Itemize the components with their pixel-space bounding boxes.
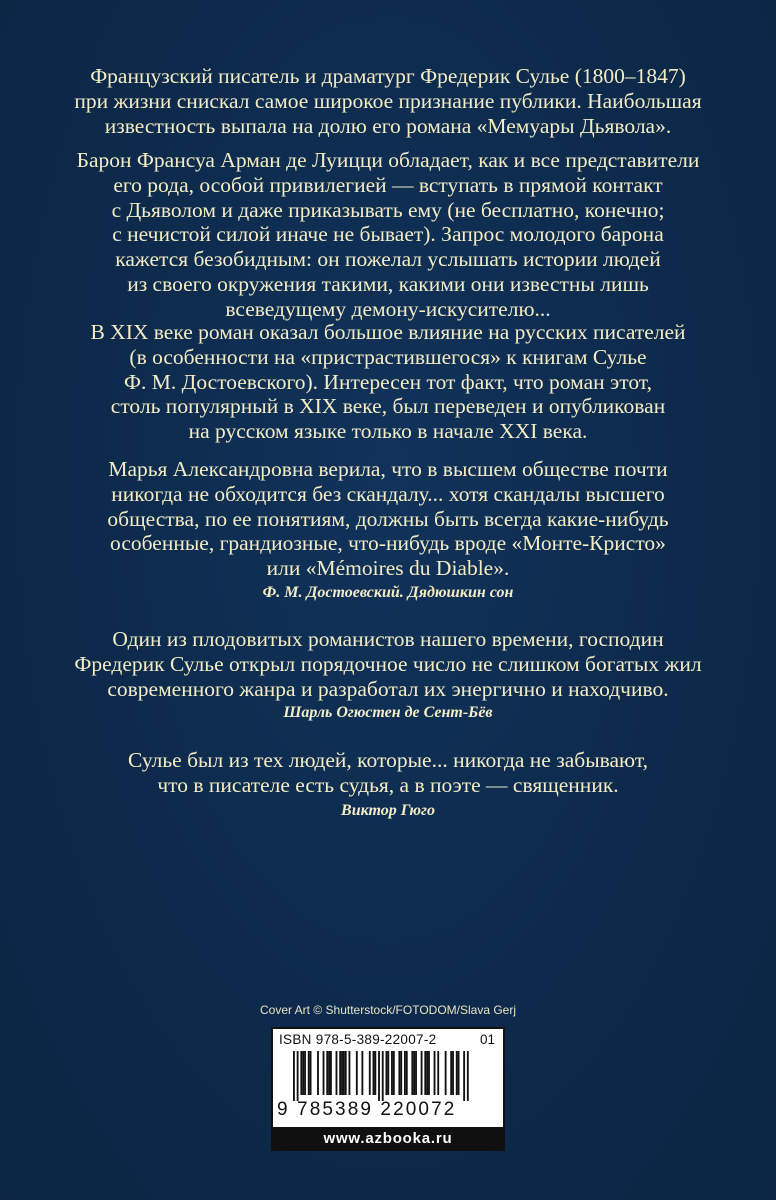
barcode-bar: [467, 1051, 469, 1101]
synopsis-paragraph-2: [60, 148, 716, 322]
quote-sainte-beuve: [60, 627, 716, 701]
synopsis-line: при жизни снискал самое широкое признание публики. Наибольшая: [74, 88, 702, 113]
synopsis-line: Французский писатель и драматург Фредерик Сулье (1800–1847): [90, 64, 686, 88]
barcode-bar: [404, 1051, 406, 1095]
barcode-bar: [293, 1051, 295, 1101]
barcode-bar: [304, 1051, 306, 1095]
barcode-bar: [393, 1051, 395, 1095]
barcode-bar: [300, 1051, 302, 1095]
barcode-bar: [421, 1051, 423, 1095]
barcode-bar: [426, 1051, 428, 1095]
barcode-bar: [450, 1051, 452, 1095]
quote-line: особенные, грандиозные, что-нибудь вроде «Монте-Кристо»: [110, 531, 666, 556]
quote-author: Виктор Гюго: [341, 802, 435, 819]
addon-code: 01: [479, 1032, 495, 1047]
barcode-bar: [323, 1051, 325, 1095]
barcode-bar: [328, 1051, 330, 1095]
quote-author: Ф. М. Достоевский. Дядюшкин сон: [262, 584, 514, 601]
barcode-bar: [317, 1051, 319, 1095]
synopsis-line: известность выпала на долю его романа «Мемуары Дьявола».: [104, 113, 672, 138]
barcode-bar: [339, 1051, 341, 1095]
barcode-bar: [310, 1051, 312, 1095]
quote-hugo: [60, 748, 716, 798]
synopsis-line: Ф. М. Достоевского). Интересен тот факт, что роман этот,: [124, 369, 652, 394]
barcode-bars: [279, 1051, 501, 1101]
synopsis-line: кажется безобидным: он пожелал услышать истории людей: [115, 247, 661, 272]
barcode-bar: [415, 1051, 417, 1095]
quote-line: что в писателе есть судья, а в поэте — священник.: [157, 772, 619, 797]
barcode-bar: [406, 1051, 408, 1095]
quote-dostoevsky: [60, 457, 716, 581]
barcode-bar: [343, 1051, 345, 1095]
synopsis-line: его рода, особой привилегией — вступать в прямой контакт: [113, 172, 663, 197]
website-url: www.azbooka.ru: [323, 1129, 453, 1147]
synopsis-paragraph-3: [60, 320, 716, 444]
barcode-bar: [382, 1051, 384, 1101]
barcode-bar: [456, 1051, 458, 1095]
barcode-bar: [374, 1051, 376, 1095]
barcode-bar: [297, 1051, 299, 1101]
barcode-bar: [361, 1051, 363, 1095]
cover-art-credit: Cover Art © Shutterstock/FOTODOM/Slava Gerj: [259, 1003, 517, 1017]
barcode-bar: [341, 1051, 343, 1095]
barcode-bar: [326, 1051, 328, 1095]
synopsis-line: столь популярный в XIX веке, был переведен и опубликован: [110, 394, 666, 419]
synopsis-line: на русском языке только в начале XXI века.: [188, 419, 588, 444]
barcode-bar: [463, 1051, 465, 1101]
quote-line: или «Mémoires du Diable».: [266, 556, 510, 581]
barcode-bar: [411, 1051, 413, 1095]
barcode-bar: [434, 1051, 436, 1095]
barcode-bar: [349, 1051, 351, 1095]
barcode-bar: [356, 1051, 358, 1095]
barcode-bar: [391, 1051, 393, 1095]
barcode-bar: [398, 1051, 400, 1095]
quote-line: никогда не обходится без скандалу... хотя скандалы высшего: [111, 481, 665, 506]
website-strip: [273, 1127, 503, 1149]
barcode-bar: [424, 1051, 426, 1095]
quote-line: современного жанра и разработал их энергично и находчиво.: [107, 676, 669, 701]
synopsis-line: Барон Франсуа Арман де Луицци обладает, как и все представители: [76, 148, 700, 172]
synopsis-line: (в особенности на «пристрастившегося» к книгам Сулье: [129, 344, 647, 369]
isbn-label: ISBN 978-5-389-22007-2: [279, 1032, 437, 1047]
quote-line: Один из плодовитых романистов нашего времени, господин: [112, 627, 664, 651]
barcode-bar: [458, 1051, 460, 1095]
synopsis-line: всеведущему демону-искусителю...: [225, 296, 551, 321]
barcode-bar: [345, 1051, 347, 1095]
barcode-bar: [437, 1051, 439, 1095]
synopsis-paragraph-1: [60, 64, 716, 138]
barcode-bar: [445, 1051, 447, 1095]
barcode-bar: [387, 1051, 389, 1095]
synopsis-line: из своего окружения такими, какими они известны лишь: [127, 271, 649, 296]
barcode-bar: [369, 1051, 371, 1095]
barcode-bar: [378, 1051, 380, 1101]
barcode-bar: [308, 1051, 310, 1095]
barcode-digits: 9 785389 220072: [277, 1099, 457, 1120]
isbn-barcode: [271, 1027, 505, 1151]
quote-author: Шарль Огюстен де Сент-Бёв: [283, 704, 493, 721]
barcode-bar: [452, 1051, 454, 1095]
synopsis-line: В XIX веке роман оказал большое влияние на русских писателей: [90, 320, 686, 344]
quote-line: Фредерик Сулье открыл порядочное число не слишком богатых жил: [74, 651, 702, 676]
barcode-bar: [400, 1051, 402, 1095]
barcode-bar: [336, 1051, 338, 1095]
barcode-bar: [386, 1051, 388, 1095]
quote-line: Сулье был из тех людей, которые... никогда не забывают,: [128, 748, 648, 772]
synopsis-line: с Дьяволом и даже приказывать ему (не бесплатно, конечно;: [111, 197, 665, 222]
synopsis-line: с нечистой силой иначе не бывает). Запрос молодого барона: [112, 222, 664, 247]
barcode-bar: [413, 1051, 415, 1095]
barcode-bar: [330, 1051, 332, 1095]
barcode-bar: [428, 1051, 430, 1095]
barcode-bar: [302, 1051, 304, 1095]
barcode-bar: [373, 1051, 375, 1095]
quote-line: общества, по ее понятиям, должны быть всегда какие-нибудь: [107, 506, 669, 531]
quote-line: Марья Александровна верила, что в высшем обществе почти: [108, 457, 668, 481]
